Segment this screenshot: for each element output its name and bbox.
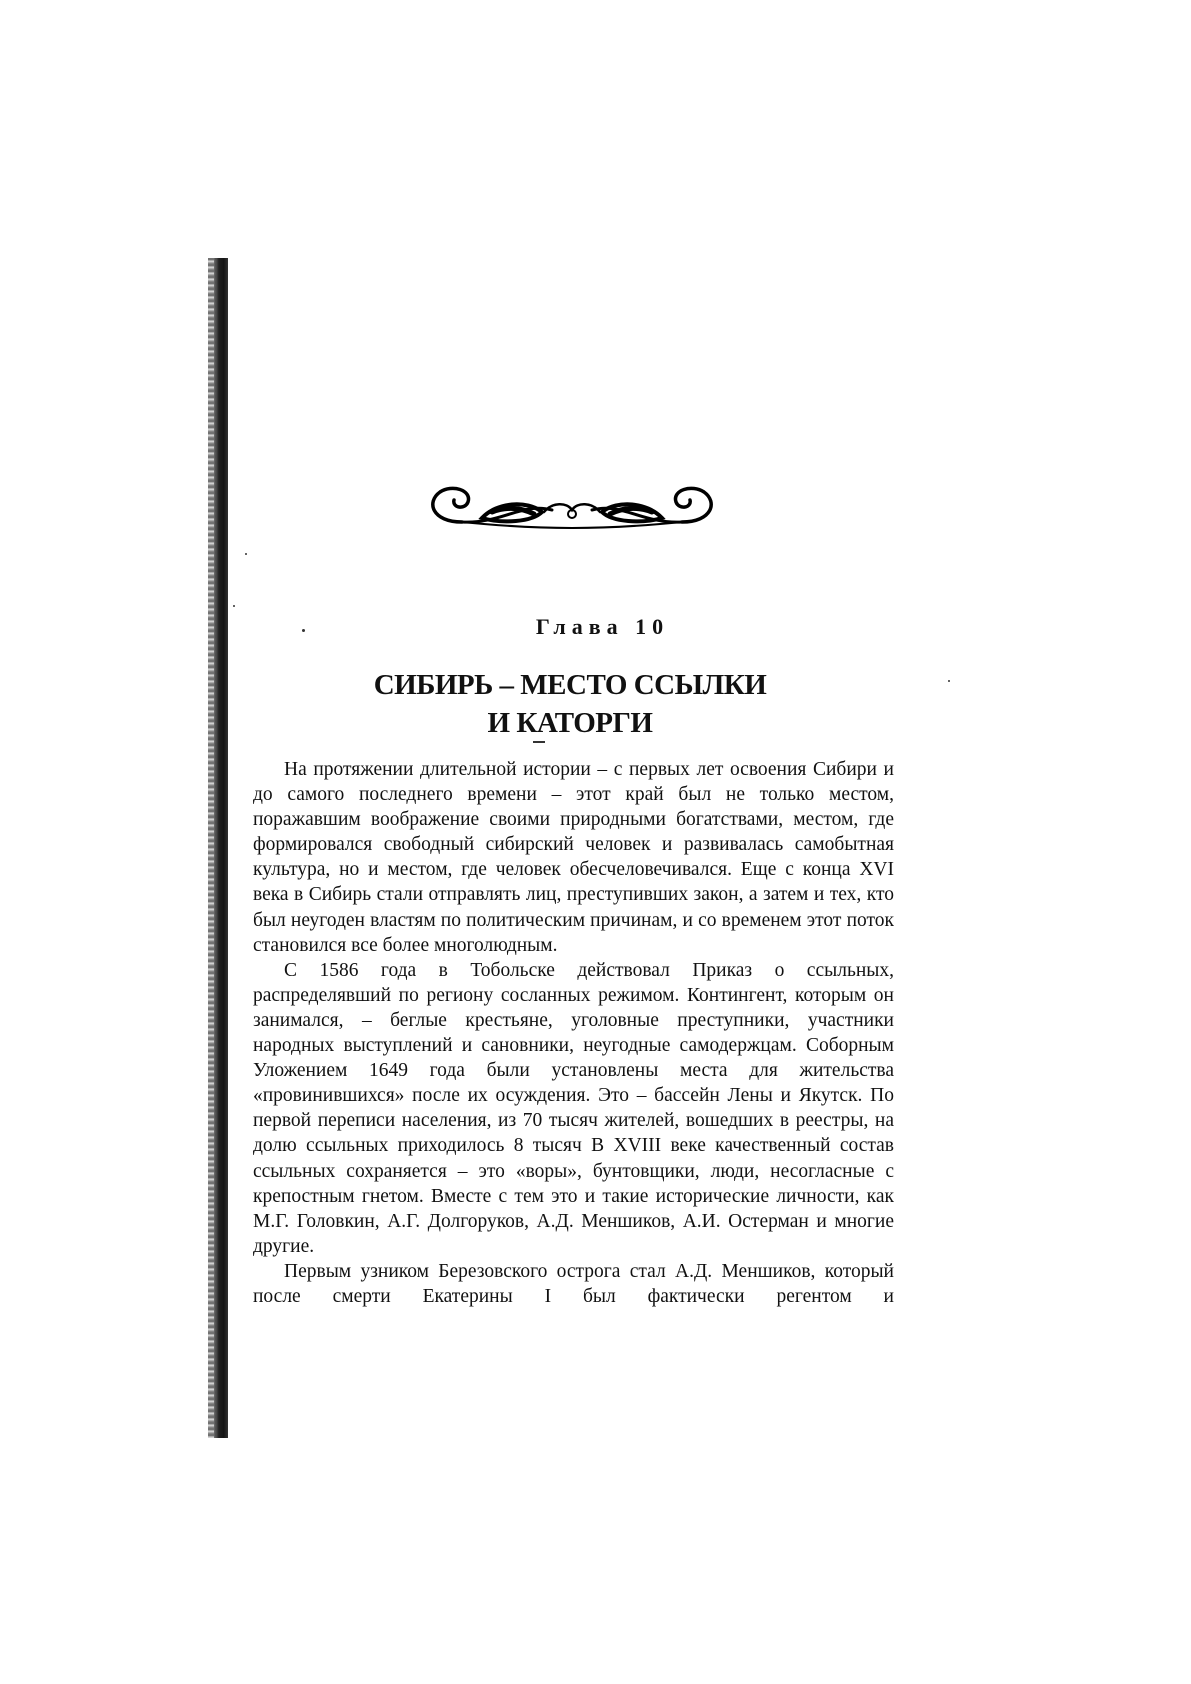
paragraph: На протяжении длительной истории – с первых лет освоения Сибири и до самого последнего времени – этот край был не только местом, поражавшим воображение своими природными богатствами, местом, где формировался свободный сибирский человек и развивалась самобытная культура, но и местом, где человек обесчеловечивался. Еще с конца XVI века в Сибирь стали отправлять лиц, преступивших закон, а затем и тех, кто был неугоден властям по политическим причинам, и со временем этот поток становился все более многолюдным. <box>253 759 894 956</box>
decorative-dash <box>533 741 545 743</box>
scan-speck <box>233 605 235 607</box>
chapter-label: Глава 10 <box>535 614 670 639</box>
paragraph: Первым узником Березовского острога стал А.Д. Меншиков, который после смерти Екатерины I был фактически регентом и <box>253 1260 894 1307</box>
scan-speck <box>245 553 247 555</box>
chapter-title-line: СИБИРЬ – МЕСТО ССЫЛКИ <box>373 669 767 701</box>
body-text <box>253 757 894 1309</box>
binding-shadow <box>214 258 228 1438</box>
chapter-title-line: И КАТОРГИ <box>487 707 653 739</box>
scroll-flourish-icon <box>422 472 722 542</box>
paragraph: С 1586 года в Тобольске действовал Приказ о ссыльных, распределявший по региону сосланных режимом. Контингент, которым он занимался, – беглые крестьяне, уголовные преступники, участники народных выступлений и сановники, неугодные самодержцам. Соборным Уложением 1649 года были установлены места для жительства «провинившихся» после их осуждения. Это – бассейн Лены и Якутск. По первой переписи населения, из 70 тысяч жителей, вошедших в реестры, на долю ссыльных приходилось 8 тысяч В XVIII веке качественный состав ссыльных сохраняется – это «воры», бунтовщики, люди, несогласные с крепостным гнетом. Вместе с тем это и такие исторические личности, как М.Г. Головкин, А.Г. Долгоруков, А.Д. Меншиков, А.И. Остерман и многие другие. <box>253 959 894 1257</box>
chapter-title <box>0 666 1140 742</box>
